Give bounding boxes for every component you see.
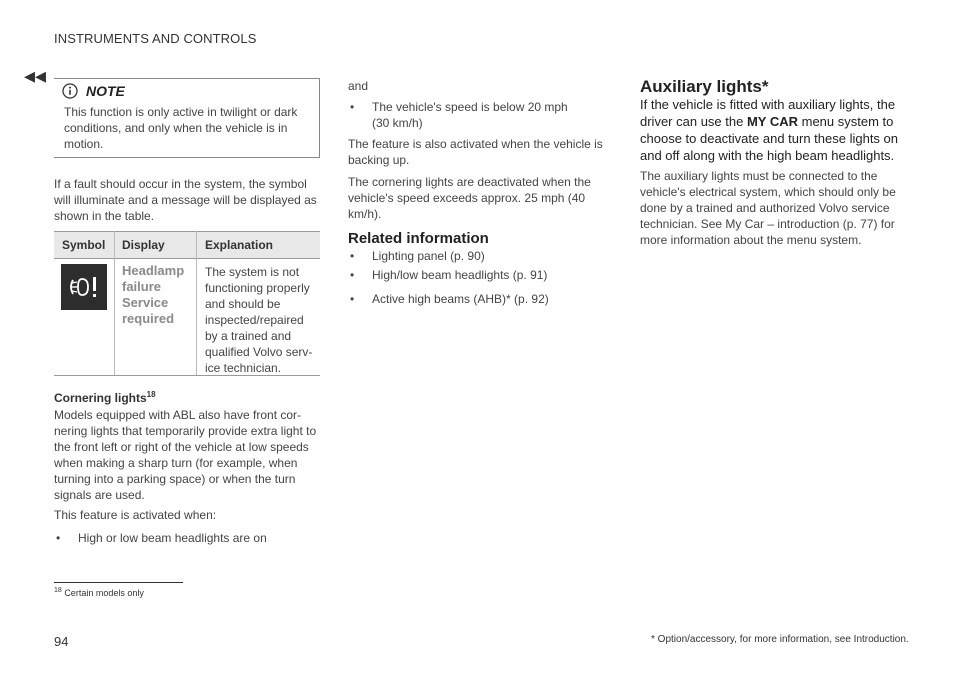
table-divider xyxy=(196,231,197,376)
auxiliary-lights-body: The auxiliary lights must be connected to the vehicle's electrical system, which should only be done by a trained and authorized Volvo service technician. See My Car – introduction (p. 77) for more information about the menu system. xyxy=(640,169,896,247)
related-link[interactable]: • Active high beams (AHB)* (p. 92) xyxy=(350,292,549,306)
table-explanation-cell: The system is not functioning properly and should be inspected/repaired by a trained and qualified Volvo serv-ice technician. xyxy=(205,265,313,375)
continued-marker: ◂◂ xyxy=(24,64,47,89)
list-item: • High or low beam headlights are on xyxy=(56,531,267,545)
auxiliary-lights-heading: Auxiliary lights* xyxy=(640,77,769,96)
cornering-heading-text: Cornering lights xyxy=(54,391,147,405)
reverse-text: The feature is also activated when the vehicle is backing up. xyxy=(348,137,603,167)
lead-text: menu system to choose to deactivate and turn these lights on and off along with the high beam headlights. xyxy=(640,114,899,163)
cornering-lights-text: Models equipped with ABL also have front cor-nering lights that temporarily provide extra light to the front left or right of the vehicle at low speeds when making a sharp turn (for example, when turning into a parking space) or when the turn signals are used. xyxy=(54,408,317,502)
table-header-explanation: Explanation xyxy=(205,238,274,252)
table-bottom-border xyxy=(54,375,320,376)
related-link[interactable]: • Lighting panel (p. 90) xyxy=(350,249,485,263)
option-accessory-note: * Option/accessory, for more information, see Introduction. xyxy=(651,634,909,645)
fault-intro-text: If a fault should occur in the system, the symbol will illuminate and a message will be displayed as shown in the table. xyxy=(54,177,317,223)
related-link-text[interactable]: High/low beam headlights (p. 91) xyxy=(372,268,548,282)
my-car-term: MY CAR xyxy=(746,114,798,129)
auxiliary-lights-lead xyxy=(640,96,908,164)
list-item-text: High or low beam headlights are on xyxy=(78,531,267,545)
cornering-lights-heading xyxy=(54,390,156,405)
table-header-symbol: Symbol xyxy=(62,238,106,252)
related-link-text[interactable]: Active high beams (AHB)* (p. 92) xyxy=(372,292,549,306)
table-display-cell: Headlamp failure Service required xyxy=(122,263,185,326)
section-header: INSTRUMENTS AND CONTROLS xyxy=(54,31,257,46)
footnote-divider xyxy=(54,582,183,583)
table-divider xyxy=(114,231,115,376)
activated-when-text: This feature is activated when: xyxy=(54,508,217,522)
lead-text: If the vehicle is fitted with auxiliary lights, the driver can use the xyxy=(640,97,896,129)
related-information-heading: Related information xyxy=(348,230,489,247)
footnote-text: Certain models only xyxy=(64,588,144,598)
table-header-display: Display xyxy=(122,238,165,252)
page-number: 94 xyxy=(54,634,69,649)
deactivated-text: The cornering lights are deactivated when the vehicle's speed exceeds approx. 25 mph (40 km/h). xyxy=(348,175,591,221)
note-text: This function is only active in twilight or dark conditions, and only when the vehicle is in motion. xyxy=(64,105,298,151)
footnote xyxy=(54,587,144,598)
footnote-number: 18 xyxy=(54,587,62,594)
related-link-text[interactable]: Lighting panel (p. 90) xyxy=(372,249,485,263)
note-title: NOTE xyxy=(86,83,125,99)
headlamp-failure-icon xyxy=(61,264,107,310)
footnote-ref: 18 xyxy=(146,390,156,399)
related-link[interactable]: • High/low beam headlights (p. 91) xyxy=(350,268,548,282)
list-item-text: The vehicle's speed is below 20 mph (30 km/h) xyxy=(372,100,568,130)
and-text: and xyxy=(348,79,369,93)
list-item: • The vehicle's speed is below 20 mph (30 km/h) xyxy=(350,99,610,131)
info-icon xyxy=(62,83,78,99)
